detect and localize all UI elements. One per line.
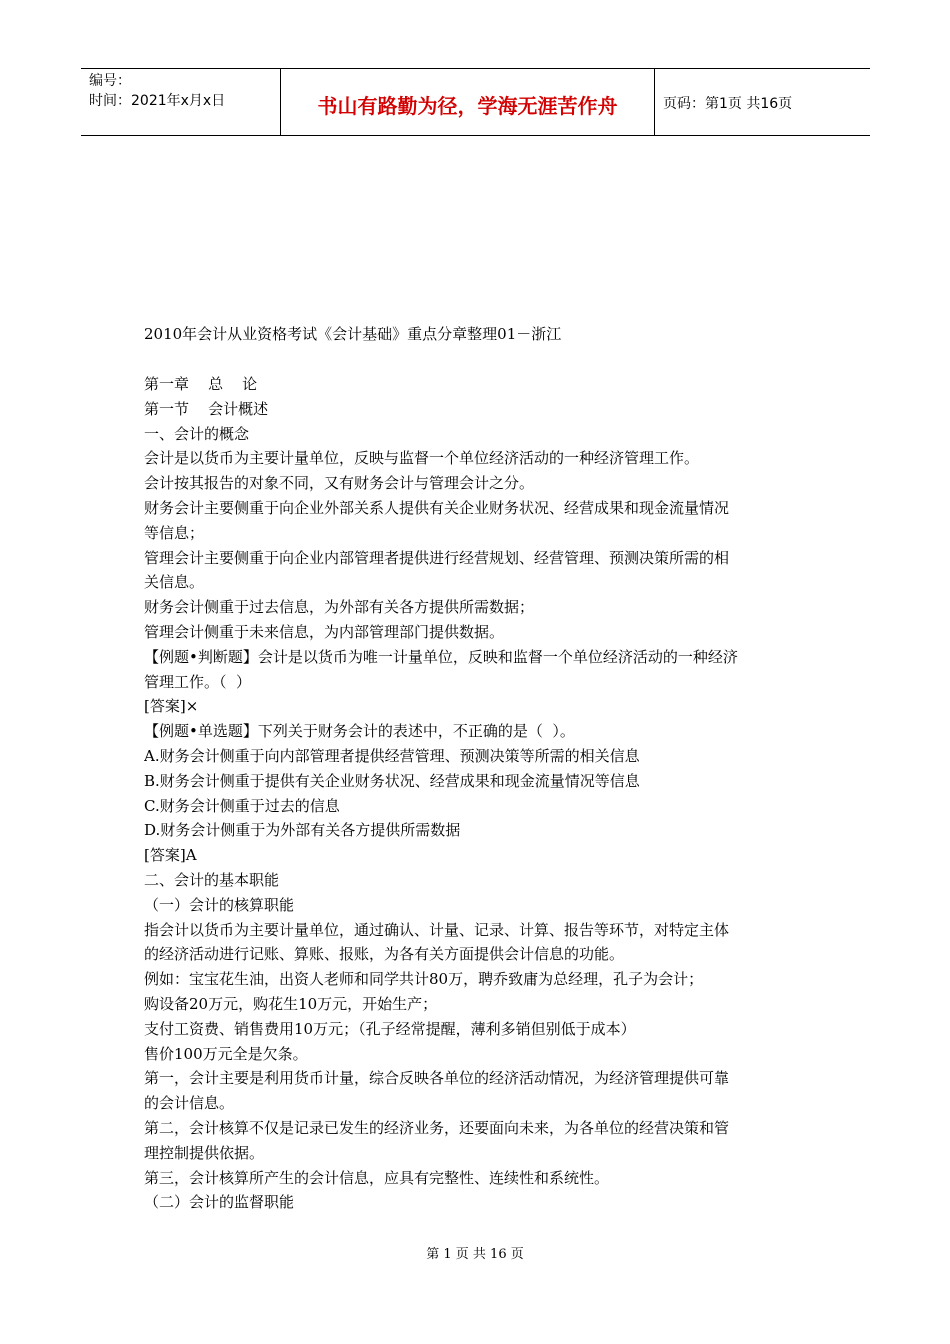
body-line: 售价100万元全是欠条。 xyxy=(144,1044,308,1063)
motto-cell xyxy=(281,69,655,135)
header-meta-cell xyxy=(81,69,281,135)
body-line: （一）会计的核算职能 xyxy=(144,895,295,914)
body-line: 指会计以货币为主要计量单位，通过确认、计量、记录、计算、报告等环节，对特定主体 xyxy=(144,920,730,939)
body-line: C.财务会计侧重于过去的信息 xyxy=(144,796,340,815)
body-line: 支付工资费、销售费用10万元；（孔子经常提醒，薄利多销但别低于成本） xyxy=(144,1019,636,1038)
time-label: 时间：2021年x月x日 xyxy=(89,93,226,109)
number-label: 编号： xyxy=(89,73,131,89)
body-line: 第二，会计核算不仅是记录已发生的经济业务，还要面向未来，为各单位的经营决策和管 xyxy=(144,1118,730,1137)
body-line: 的会计信息。 xyxy=(144,1094,235,1113)
body-line: 二、会计的基本职能 xyxy=(144,870,280,889)
body-line: 会计是以货币为主要计量单位，反映与监督一个单位经济活动的一种经济管理工作。 xyxy=(144,449,700,468)
body-line: 关信息。 xyxy=(144,573,205,592)
body-line: 财务会计主要侧重于向企业外部关系人提供有关企业财务状况、经营成果和现金流量情况 xyxy=(144,498,730,517)
body-line: 管理会计主要侧重于向企业内部管理者提供进行经营规划、经营管理、预测决策所需的相 xyxy=(144,548,730,567)
body-line: 例如：宝宝花生油，出资人老师和同学共计80万，聘乔致庸为总经理，孔子为会计； xyxy=(144,970,704,989)
body-line: 第一节 会计概述 xyxy=(144,399,269,418)
body-line: 第一，会计主要是利用货币计量，综合反映各单位的经济活动情况，为经济管理提供可靠 xyxy=(144,1069,730,1088)
page-footer: 第 1 页 共 16 页 xyxy=(426,1247,524,1262)
body-line: 【例题•单选题】下列关于财务会计的表述中，不正确的是（ ）。 xyxy=(144,722,575,741)
body-line: 的经济活动进行记账、算账、报账，为各有关方面提供会计信息的功能。 xyxy=(144,945,625,964)
body-line: [答案]A xyxy=(144,846,197,865)
document-title: 2010年会计从业资格考试《会计基础》重点分章整理01－浙江 xyxy=(144,325,562,343)
body-line: [答案]× xyxy=(144,697,199,716)
header-motto: 书山有路勤为径，学海无涯苦作舟 xyxy=(317,93,618,118)
body-line: B.财务会计侧重于提供有关企业财务状况、经营成果和现金流量情况等信息 xyxy=(144,771,640,790)
body-line: （二）会计的监督职能 xyxy=(144,1193,295,1212)
header-page-info: 页码：第1页 共16页 xyxy=(663,96,793,112)
body-line: 购设备20万元，购花生10万元，开始生产； xyxy=(144,994,438,1013)
body-line: 【例题•判断题】会计是以货币为唯一计量单位，反映和监督一个单位经济活动的一种经济 xyxy=(144,647,738,666)
body-line: 会计按其报告的对象不同，又有财务会计与管理会计之分。 xyxy=(144,474,535,493)
body-line: D.财务会计侧重于为外部有关各方提供所需数据 xyxy=(144,821,461,840)
body-line: 第一章 总 论 xyxy=(144,375,258,393)
body-line: 财务会计侧重于过去信息，为外部有关各方提供所需数据； xyxy=(144,598,535,617)
page-info-cell xyxy=(655,69,870,135)
body-line: 管理会计侧重于未来信息，为内部管理部门提供数据。 xyxy=(144,622,505,641)
body-line: 一、会计的概念 xyxy=(144,424,250,443)
page-header xyxy=(81,68,870,136)
document-body xyxy=(144,372,814,1215)
body-line: 第三，会计核算所产生的会计信息，应具有完整性、连续性和系统性。 xyxy=(144,1168,610,1187)
body-line: A.财务会计侧重于向内部管理者提供经营管理、预测决策等所需的相关信息 xyxy=(144,746,640,765)
body-line: 等信息； xyxy=(144,523,205,542)
body-line: 管理工作。（ ） xyxy=(144,672,252,691)
body-line: 理控制提供依据。 xyxy=(144,1143,265,1162)
